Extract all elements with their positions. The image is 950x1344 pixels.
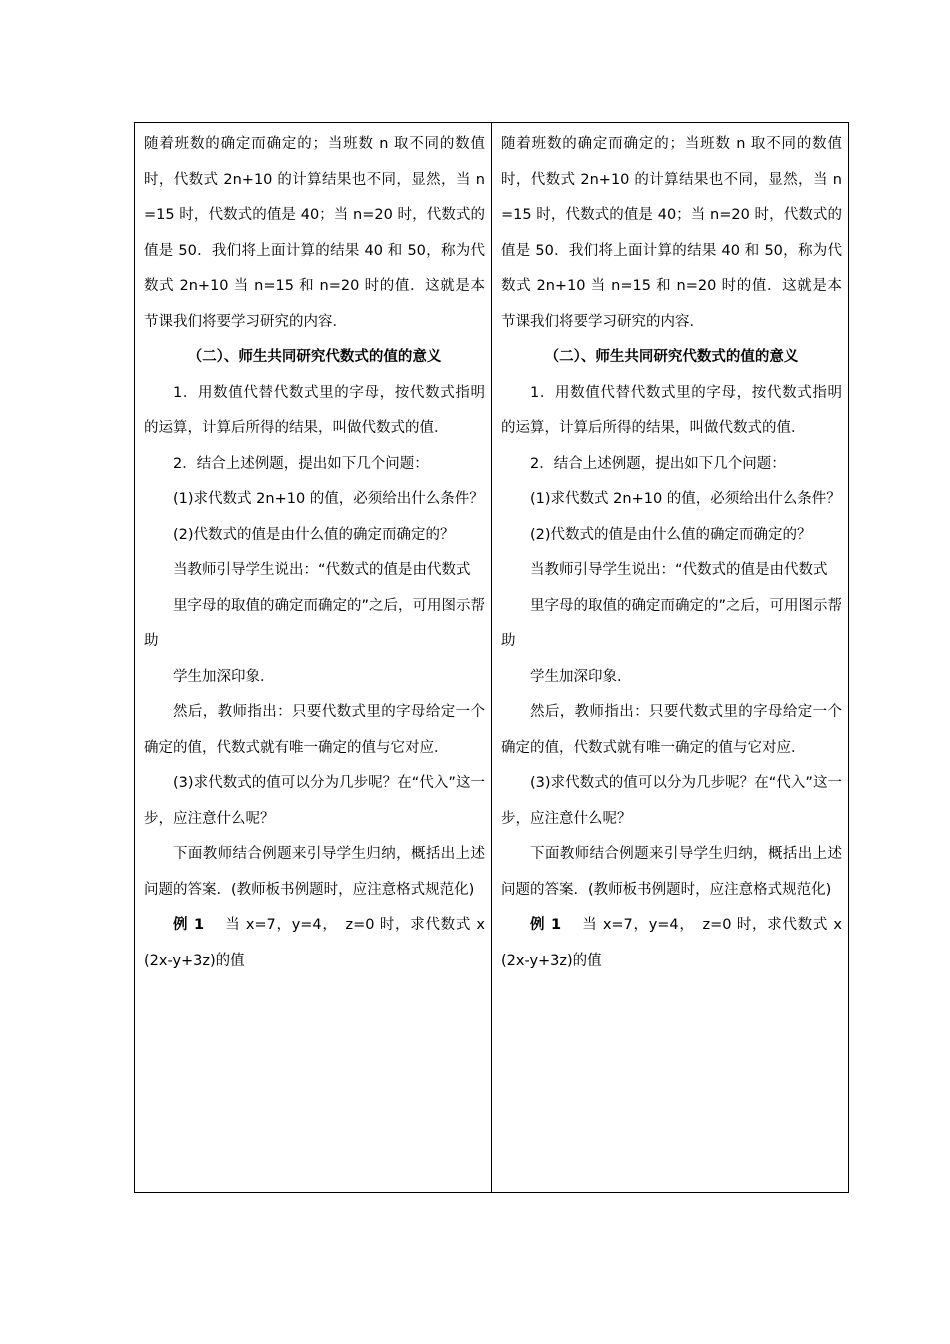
section-heading: （二）、师生共同研究代数式的值的意义 (544, 349, 799, 365)
example-intro-paragraph: 下面教师结合例题来引导学生归纳，概括出上述问题的答案．(教师板书例题时，应注意格式规范化) (501, 846, 842, 898)
question-2: (2)代数式的值是由什么值的确定而确定的？ (530, 526, 812, 543)
question-3: (3)求代数式的值可以分为几步呢？在“代入”这一步，应注意什么呢？ (144, 775, 485, 827)
left-column-cell (135, 123, 492, 1192)
question-1: (1)求代数式 2n+10 的值，必须给出什么条件？ (173, 491, 484, 507)
definition-paragraph: 1．用数值代替代数式里的字母，按代数式指明的运算，计算后所得的结果，叫做代数式的值． (501, 384, 842, 436)
question-3: (3)求代数式的值可以分为几步呢？在“代入”这一步，应注意什么呢？ (501, 775, 842, 827)
question-2: (2)代数式的值是由什么值的确定而确定的？ (173, 526, 455, 543)
teacher-guide-line-2: 里字母的取值的确定而确定的”之后，可用图示帮助 (144, 597, 486, 649)
questions-intro: 2．结合上述例题，提出如下几个问题： (173, 455, 429, 472)
teacher-point-paragraph: 然后，教师指出：只要代数式里的字母给定一个确定的值，代数式就有唯一确定的值与它对应． (144, 704, 485, 756)
teacher-guide-line-3: 学生加深印象． (173, 668, 275, 685)
right-column-cell (492, 123, 848, 1192)
intro-paragraph: 随着班数的确定而确定的；当班数 n 取不同的数值时，代数式 2n+10 的计算结果也不同，显然，当 n=15 时，代数式的值是 40；当 n=20 时，代数式的值是 50．我们将上面计算的结果 40 和 50，称为代数式 2n+10 当 n=15 和 n=20 时的值．这就是本节课我们将要学习研究的内容． (501, 136, 842, 330)
teacher-point-paragraph: 然后，教师指出：只要代数式里的字母给定一个确定的值，代数式就有唯一确定的值与它对应． (501, 704, 842, 756)
teacher-guide-line-3: 学生加深印象． (530, 668, 632, 685)
example-1 (501, 908, 842, 979)
definition-paragraph: 1．用数值代替代数式里的字母，按代数式指明的运算，计算后所得的结果，叫做代数式的值． (144, 384, 485, 436)
teacher-guide-line-1: 当教师引导学生说出：“代数式的值是由代数式 (173, 562, 471, 578)
example-1 (144, 908, 485, 979)
questions-intro: 2．结合上述例题，提出如下几个问题： (530, 455, 786, 472)
intro-paragraph: 随着班数的确定而确定的；当班数 n 取不同的数值时，代数式 2n+10 的计算结果也不同，显然，当 n=15 时，代数式的值是 40；当 n=20 时，代数式的值是 50．我们将上面计算的结果 40 和 50，称为代数式 2n+10 当 n=15 和 n=20 时的值．这就是本节课我们将要学习研究的内容． (144, 136, 485, 330)
example-text: 当 x=7，y=4， z=0 时，求代数式 x(2x-y+3z)的值 (144, 917, 485, 969)
section-heading: （二）、师生共同研究代数式的值的意义 (187, 349, 442, 365)
question-1: (1)求代数式 2n+10 的值，必须给出什么条件？ (530, 491, 841, 507)
lesson-table (134, 122, 849, 1193)
example-intro-paragraph: 下面教师结合例题来引导学生归纳，概括出上述问题的答案．(教师板书例题时，应注意格式规范化) (144, 846, 485, 898)
example-label: 例 1 (530, 917, 562, 933)
teacher-guide-line-2: 里字母的取值的确定而确定的”之后，可用图示帮助 (501, 597, 843, 649)
example-label: 例 1 (173, 917, 205, 933)
example-text: 当 x=7，y=4， z=0 时，求代数式 x(2x-y+3z)的值 (501, 917, 842, 969)
teacher-guide-line-1: 当教师引导学生说出：“代数式的值是由代数式 (530, 562, 828, 578)
